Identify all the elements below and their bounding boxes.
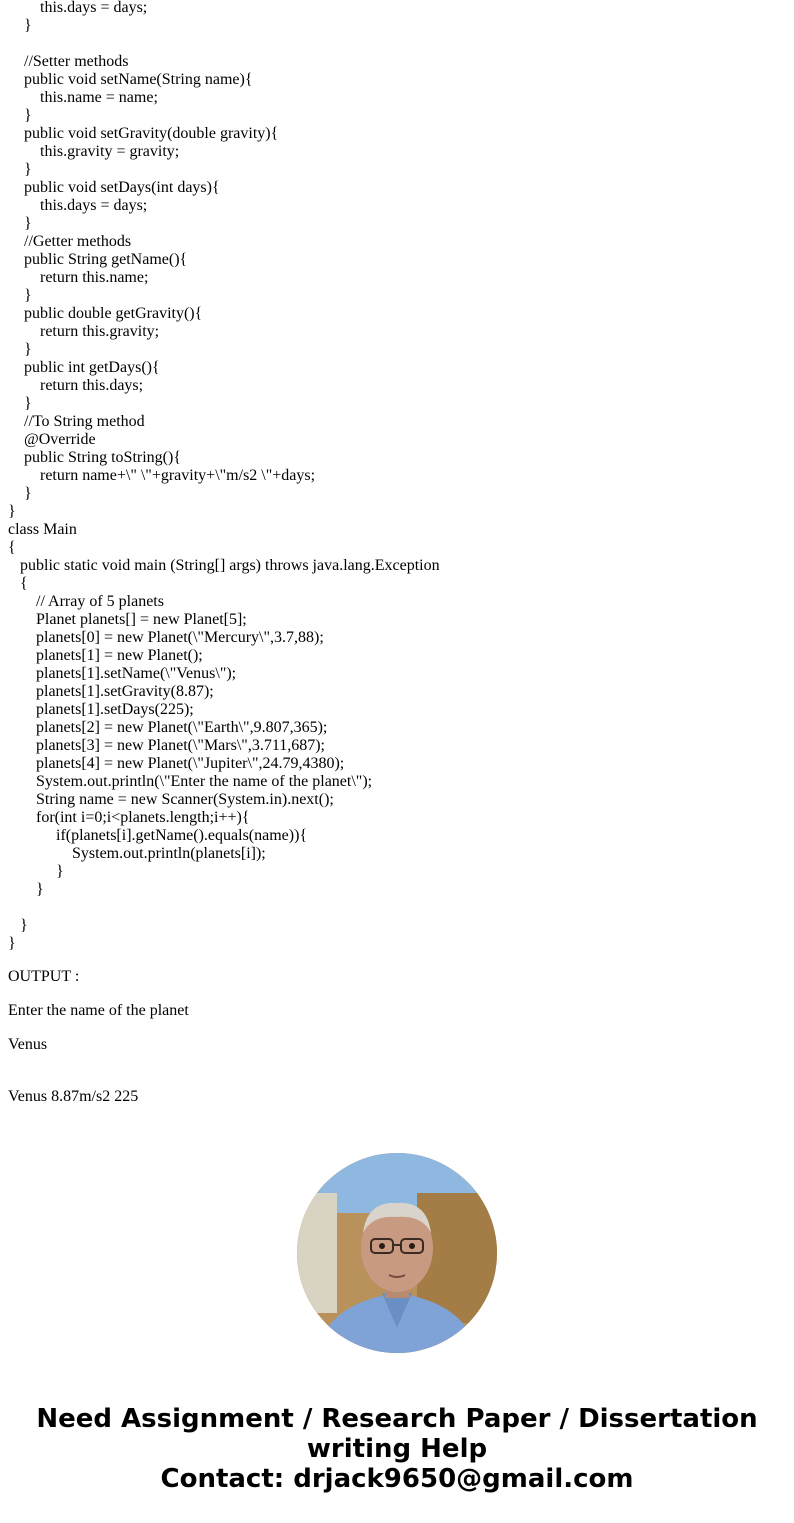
code-line: Planet planets[] = new Planet[5];: [8, 611, 247, 628]
code-line: }: [8, 215, 32, 232]
code-line: class Main: [8, 521, 77, 538]
code-line: [8, 35, 440, 53]
code-line: String name = new Scanner(System.in).next();: [8, 791, 334, 808]
code-line: public static void main (String[] args) throws java.lang.Exception: [8, 557, 440, 574]
code-line: return this.days;: [8, 377, 144, 394]
code-listing: [8, 0, 440, 953]
promo-line-2: writing Help: [306, 1434, 488, 1464]
code-line: }: [8, 863, 64, 880]
code-line: planets[2] = new Planet(\"Earth\",9.807,365);: [8, 719, 328, 736]
promo-line-1: Need Assignment / Research Paper / Dissertation: [36, 1404, 758, 1434]
code-line: }: [8, 287, 32, 304]
code-line: public String toString(){: [8, 449, 182, 466]
code-line: planets[1].setGravity(8.87);: [8, 683, 214, 700]
output-heading: OUTPUT :: [8, 968, 80, 985]
code-line: System.out.println(planets[i]);: [8, 845, 266, 862]
code-line: @Override: [8, 431, 96, 448]
code-line: planets[3] = new Planet(\"Mars\",3.711,687);: [8, 737, 325, 754]
code-line: {: [8, 575, 28, 592]
code-line: // Array of 5 planets: [8, 593, 164, 610]
code-line: }: [8, 341, 32, 358]
code-line: this.gravity = gravity;: [8, 143, 180, 160]
person-portrait-icon: [297, 1153, 497, 1353]
code-line: }: [8, 917, 28, 934]
code-line: return this.gravity;: [8, 323, 160, 340]
code-line: }: [8, 935, 16, 952]
code-line: //Getter methods: [8, 233, 132, 250]
output-result: Venus 8.87m/s2 225: [8, 1088, 139, 1105]
promo-contact: Contact: drjack9650@gmail.com: [160, 1464, 634, 1494]
code-line: }: [8, 107, 32, 124]
code-line: public double getGravity(){: [8, 305, 203, 322]
code-line: }: [8, 161, 32, 178]
code-line: //To String method: [8, 413, 145, 430]
code-line: }: [8, 395, 32, 412]
code-line: }: [8, 881, 44, 898]
code-line: planets[0] = new Planet(\"Mercury\",3.7,88);: [8, 629, 324, 646]
code-line: planets[1] = new Planet();: [8, 647, 203, 664]
code-line: planets[1].setName(\"Venus\");: [8, 665, 237, 682]
code-line: }: [8, 485, 32, 502]
code-line: public String getName(){: [8, 251, 188, 268]
code-line: planets[4] = new Planet(\"Jupiter\",24.79,4380);: [8, 755, 345, 772]
code-line: this.name = name;: [8, 89, 158, 106]
code-line: public void setGravity(double gravity){: [8, 125, 279, 142]
code-line: public void setName(String name){: [8, 71, 253, 88]
code-line: this.days = days;: [8, 197, 148, 214]
code-line: return name+\" \"+gravity+\"m/s2 \"+days;: [8, 467, 316, 484]
code-line: System.out.println(\"Enter the name of the planet\");: [8, 773, 373, 790]
code-line: public int getDays(){: [8, 359, 160, 376]
code-line: [8, 899, 440, 917]
code-line: public void setDays(int days){: [8, 179, 220, 196]
code-line: }: [8, 503, 16, 520]
output-input: Venus: [8, 1036, 48, 1053]
code-line: {: [8, 539, 16, 556]
code-line: }: [8, 17, 32, 34]
code-line: for(int i=0;i<planets.length;i++){: [8, 809, 250, 826]
code-line: planets[1].setDays(225);: [8, 701, 194, 718]
code-line: if(planets[i].getName().equals(name)){: [8, 827, 308, 844]
code-line: this.days = days;: [8, 0, 148, 16]
output-prompt: Enter the name of the planet: [8, 1002, 189, 1019]
code-line: return this.name;: [8, 269, 149, 286]
author-photo: [297, 1153, 497, 1353]
code-line: //Setter methods: [8, 53, 129, 70]
